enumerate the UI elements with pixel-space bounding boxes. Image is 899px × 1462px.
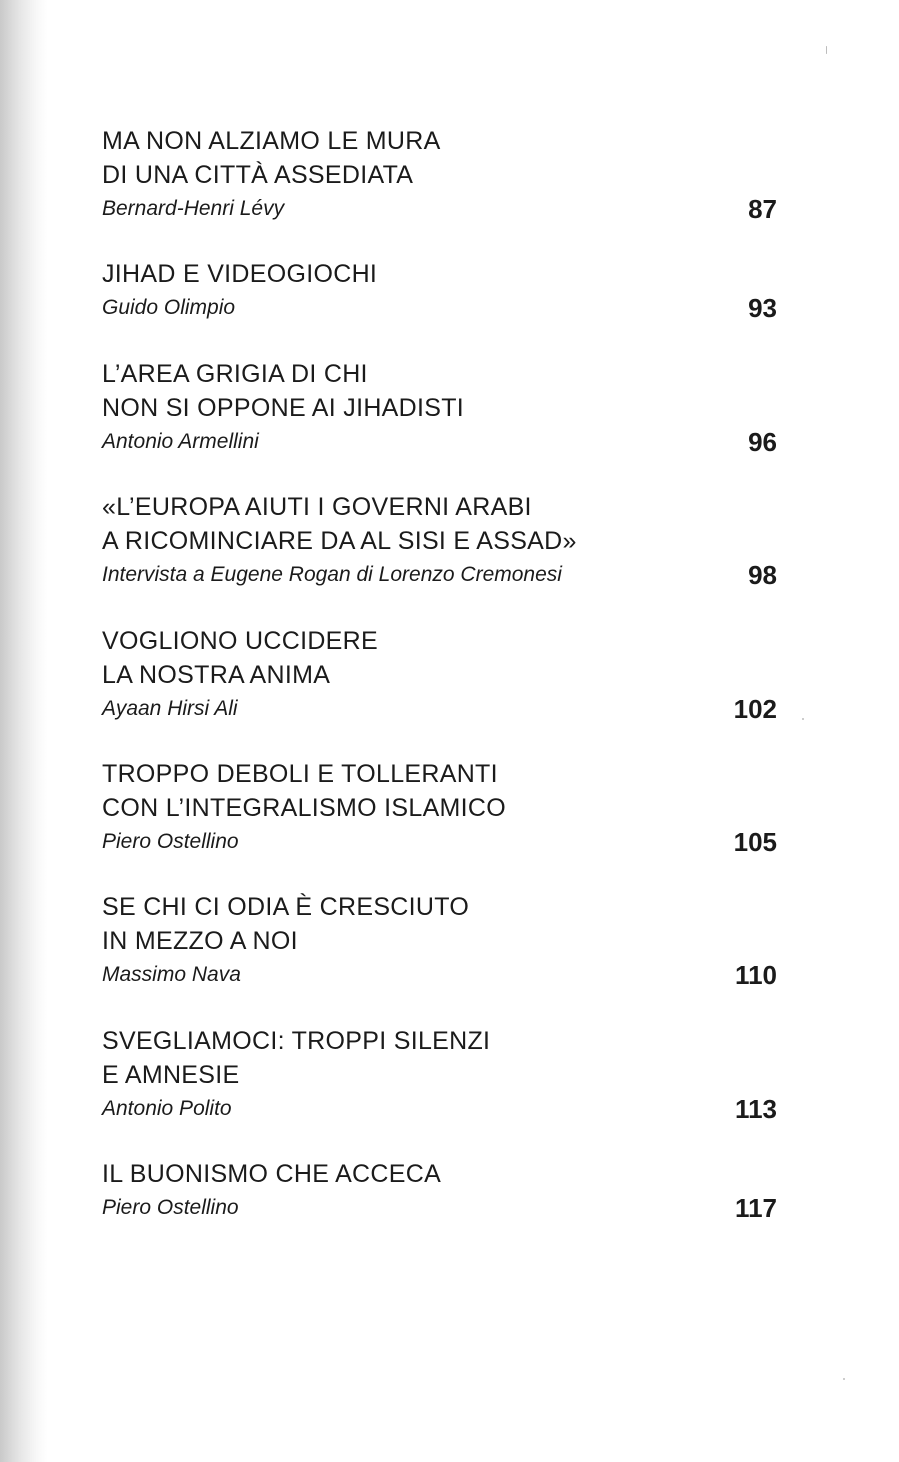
toc-entry [102, 1024, 777, 1126]
toc-entry [102, 890, 777, 992]
toc-author: Piero Ostellino [102, 830, 239, 853]
toc-title-line: A RICOMINCIARE DA AL SISI E ASSAD» [102, 527, 577, 555]
toc-author: Intervista a Eugene Rogan di Lorenzo Cremonesi [102, 563, 562, 586]
toc-entry [102, 124, 777, 226]
toc-author: Antonio Polito [102, 1097, 232, 1120]
toc-page-number: 113 [735, 1094, 777, 1124]
toc-page-number: 102 [733, 694, 777, 724]
toc-page-number: 117 [735, 1193, 777, 1223]
toc-page-number: 93 [748, 293, 777, 323]
toc-author-row [102, 291, 777, 325]
toc-title-line: E AMNESIE [102, 1061, 240, 1089]
toc-page-number: 87 [748, 194, 777, 224]
toc-entry [102, 757, 777, 859]
toc-title-line: IL BUONISMO CHE ACCECA [102, 1160, 442, 1188]
toc-author: Guido Olimpio [102, 296, 236, 319]
toc-title-line: SVEGLIAMOCI: TROPPI SILENZI [102, 1027, 491, 1055]
toc-author: Antonio Armellini [102, 430, 259, 453]
toc-page-number: 110 [735, 960, 777, 990]
toc-entry [102, 490, 777, 592]
toc-page-number: 105 [733, 827, 777, 857]
toc-author: Ayaan Hirsi Ali [102, 697, 238, 720]
toc-author-row [102, 1191, 777, 1225]
toc-author-row [102, 825, 777, 859]
toc-author: Bernard-Henri Lévy [102, 197, 285, 220]
toc-title-line: L’AREA GRIGIA DI CHI [102, 360, 368, 388]
toc-page-number: 98 [748, 560, 777, 590]
toc-title-line: NON SI OPPONE AI JIHADISTI [102, 394, 465, 422]
toc-entry [102, 257, 777, 325]
toc-title-line: CON L’INTEGRALISMO ISLAMICO [102, 794, 507, 822]
scan-speck [843, 1378, 845, 1380]
toc-title-line: TROPPO DEBOLI E TOLLERANTI [102, 760, 498, 788]
scan-speck [826, 46, 827, 54]
toc-title-line: DI UNA CITTÀ ASSEDIATA [102, 161, 414, 189]
toc-title-line: JIHAD E VIDEOGIOCHI [102, 260, 378, 288]
toc-author: Massimo Nava [102, 963, 241, 986]
toc-author: Piero Ostellino [102, 1196, 239, 1219]
toc-author-row [102, 958, 777, 992]
toc-author-row [102, 192, 777, 226]
toc-entry [102, 624, 777, 726]
toc-page-number: 96 [748, 427, 777, 457]
toc-author-row [102, 692, 777, 726]
toc-title-line: LA NOSTRA ANIMA [102, 661, 331, 689]
toc-title-line: SE CHI CI ODIA È CRESCIUTO [102, 893, 470, 921]
toc-title-line: MA NON ALZIAMO LE MURA [102, 127, 441, 155]
toc-title-line: «L’EUROPA AIUTI I GOVERNI ARABI [102, 493, 532, 521]
toc-entry [102, 357, 777, 459]
toc-author-row [102, 1092, 777, 1126]
toc-entry [102, 1157, 777, 1225]
scan-speck [802, 718, 804, 720]
toc-title-line: IN MEZZO A NOI [102, 927, 298, 955]
toc-author-row [102, 558, 777, 592]
toc-title-line: VOGLIONO UCCIDERE [102, 627, 378, 655]
toc-author-row [102, 425, 777, 459]
